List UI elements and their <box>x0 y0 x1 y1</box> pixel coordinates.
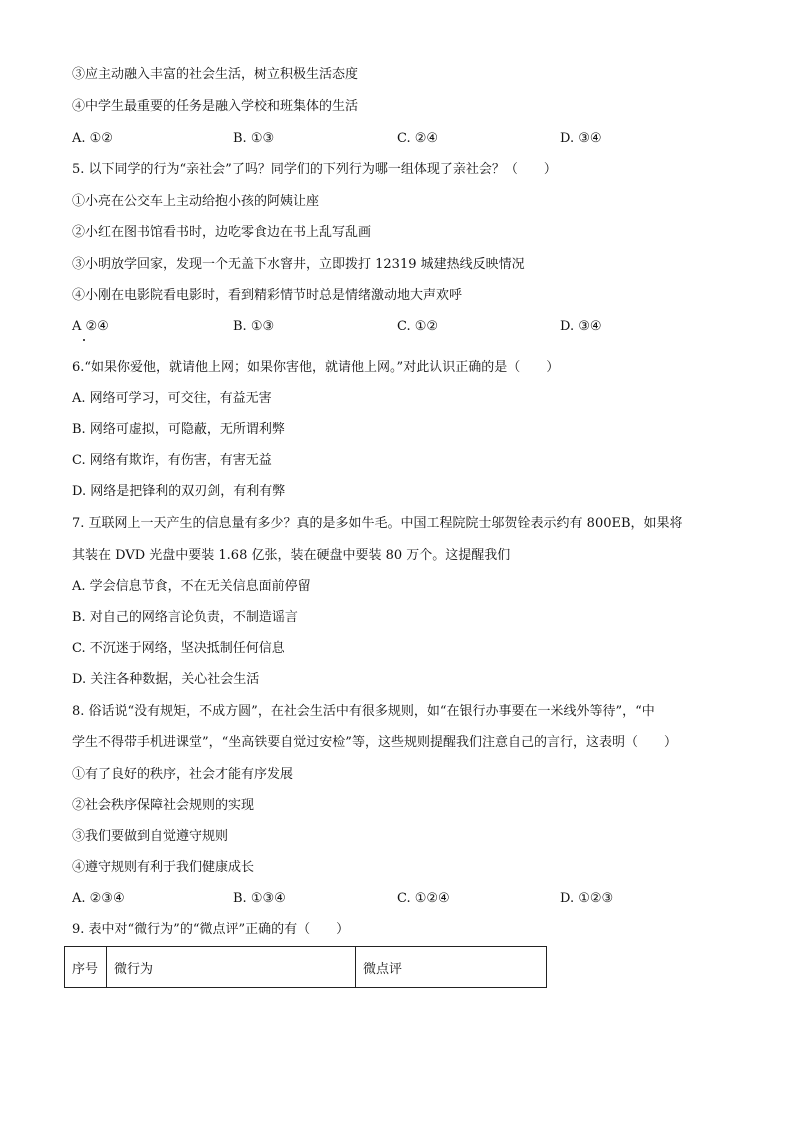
q8-item-2: ②社会秩序保障社会规则的实现 <box>72 798 255 813</box>
q6-choice-d[interactable]: D. 网络是把锋利的双刃剑，有利有弊 <box>72 484 286 499</box>
q5-item-3: ③小明放学回家，发现一个无盖下水窨井，立即拨打 12319 城建热线反映情况 <box>72 257 525 272</box>
q5-item-2: ②小红在图书馆看书时，边吃零食边在书上乱写乱画 <box>72 225 372 240</box>
q4-choice-c[interactable]: C. ②④ <box>397 131 439 146</box>
q5-choice-d[interactable]: D. ③④ <box>560 319 602 334</box>
table-header-comment: 微点评 <box>356 947 547 988</box>
q6-choice-b[interactable]: B. 网络可虚拟，可隐蔽，无所谓利弊 <box>72 422 285 437</box>
q8-stem-line-2: 学生不得带手机进课堂”，“坐高铁要自觉过安检”等，这些规则提醒我们注意自己的言行，这表明（ ） <box>72 735 677 750</box>
q4-choice-b[interactable]: B. ①③ <box>233 131 275 146</box>
print-dot-mark <box>83 339 85 341</box>
q9-table <box>64 946 547 988</box>
q4-choice-d[interactable]: D. ③④ <box>560 131 602 146</box>
q8-choice-a[interactable]: A. ②③④ <box>72 891 125 906</box>
table-header-behavior: 微行为 <box>107 947 356 988</box>
q8-choice-d[interactable]: D. ①②③ <box>560 891 614 906</box>
q7-stem-line-1: 7. 互联网上一天产生的信息量有多少？真的是多如牛毛。中国工程院院士邬贺铨表示约有 800EB，如果将 <box>72 516 683 531</box>
q7-choice-d[interactable]: D. 关注各种数据，关心社会生活 <box>72 672 260 687</box>
q9-stem: 9. 表中对“微行为”的“微点评”正确的有（ ） <box>72 922 350 937</box>
q4-choice-a[interactable]: A. ①② <box>72 131 113 146</box>
q5-item-4: ④小刚在电影院看电影时，看到精彩情节时总是情绪激动地大声欢呼 <box>72 288 463 303</box>
table-header-index: 序号 <box>65 947 107 988</box>
q7-choice-c[interactable]: C. 不沉迷于网络，坚决抵制任何信息 <box>72 641 285 656</box>
q4-choices <box>72 130 732 148</box>
q6-choice-a[interactable]: A. 网络可学习，可交往，有益无害 <box>72 391 272 406</box>
q8-stem-line-1: 8. 俗话说“没有规矩，不成方圆”，在社会生活中有很多规则，如“在银行办事要在一米线外等待”，“中 <box>72 704 655 719</box>
q8-choices <box>72 890 732 908</box>
table-row <box>65 947 547 988</box>
q7-stem-line-2: 其装在 DVD 光盘中要装 1.68 亿张，装在硬盘中要装 80 万个。这提醒我们 <box>72 548 511 563</box>
q8-item-3: ③我们要做到自觉遵守规则 <box>72 829 229 844</box>
q8-item-4: ④遵守规则有利于我们健康成长 <box>72 860 255 875</box>
q6-stem: 6.“如果你爱他，就请他上网；如果你害他，就请他上网。”对此认识正确的是（ ） <box>72 360 560 375</box>
q5-stem: 5. 以下同学的行为“亲社会”了吗？同学们的下列行为哪一组体现了亲社会？（ ） <box>72 162 557 177</box>
q8-choice-b[interactable]: B. ①③④ <box>233 891 286 906</box>
q5-choices <box>72 318 732 336</box>
q6-choice-c[interactable]: C. 网络有欺诈，有伤害，有害无益 <box>72 453 272 468</box>
q7-choice-b[interactable]: B. 对自己的网络言论负责，不制造谣言 <box>72 610 298 625</box>
q7-choice-a[interactable]: A. 学会信息节食，不在无关信息面前停留 <box>72 579 311 594</box>
q8-choice-c[interactable]: C. ①②④ <box>397 891 450 906</box>
q5-item-1: ①小亮在公交车上主动给抱小孩的阿姨让座 <box>72 194 320 209</box>
q5-choice-c[interactable]: C. ①② <box>397 319 439 334</box>
q4-option-4: ④中学生最重要的任务是融入学校和班集体的生活 <box>72 99 359 114</box>
q5-choice-b[interactable]: B. ①③ <box>233 319 275 334</box>
q8-item-1: ①有了良好的秩序，社会才能有序发展 <box>72 767 294 782</box>
q5-choice-a[interactable]: A ②④ <box>72 319 109 334</box>
q4-option-3: ③应主动融入丰富的社会生活，树立积极生活态度 <box>72 67 359 82</box>
